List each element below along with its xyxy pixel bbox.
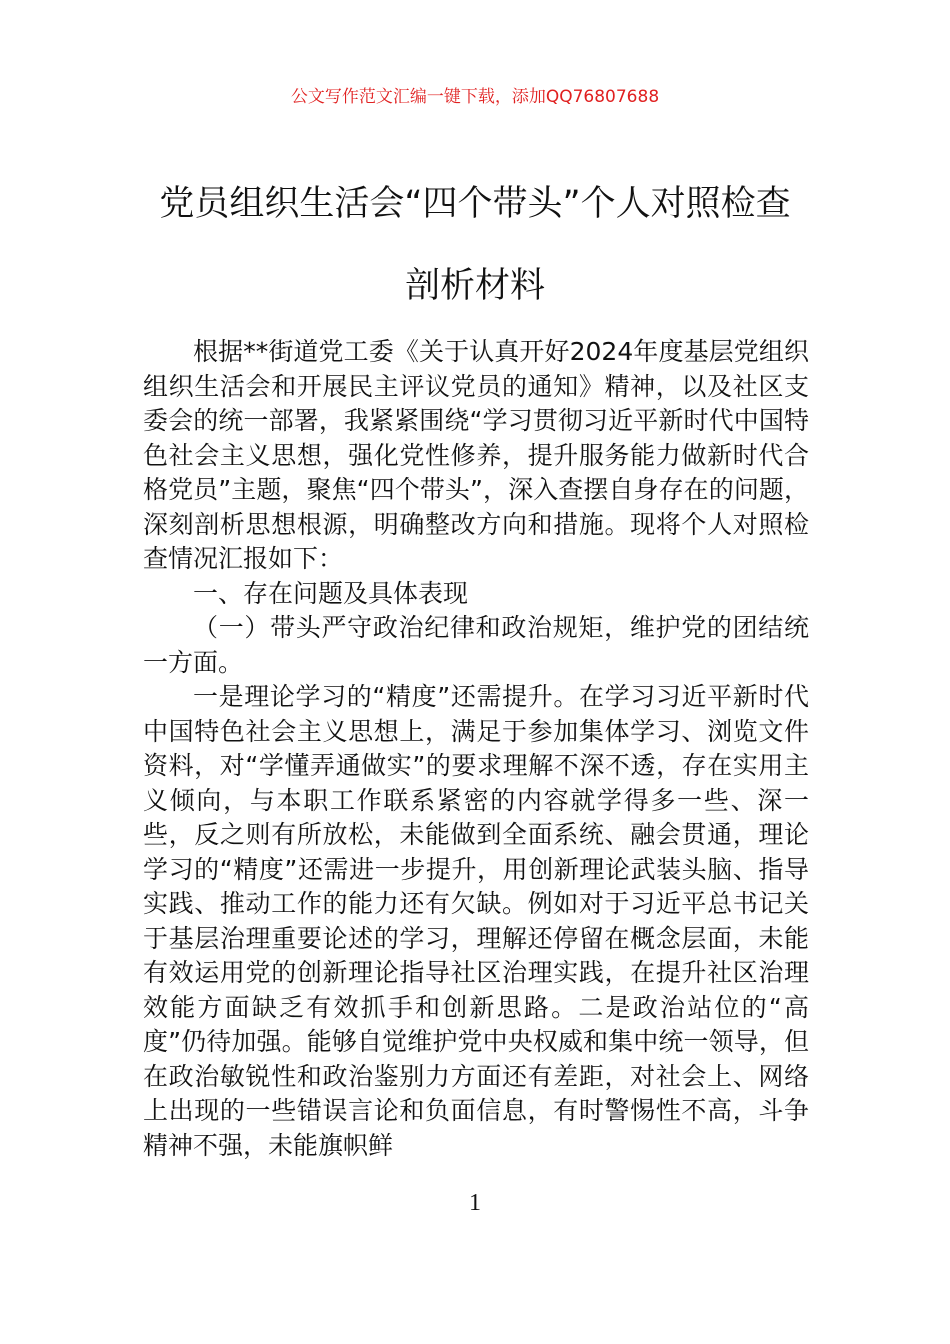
section-heading: 一、存在问题及具体表现 [193, 578, 469, 608]
page-number: 1 [469, 1190, 481, 1216]
header-note: 公文写作范文汇编一键下载，添加QQ76807688 [290, 87, 660, 107]
intro-paragraph: 根据**街道党工委《关于认真开好2024年度基层党组织组织生活会和开展民主评议党员的通知》精神，以及社区支委会的统一部署，我紧紧围绕“学习贯彻习近平新时代中国特色社会主义思想，强化党性修养，提升服务能力做新时代合格党员”主题，聚焦“四个带头”，深入查摆自身存在的问题，深刻剖析思想根源，明确整改方向和措施。现将个人对照检查情况汇报如下： [143, 337, 809, 573]
document-body [143, 335, 809, 1163]
document-title: 党员组织生活会“四个带头”个人对照检查剖析材料 [159, 184, 791, 306]
body-paragraph: 一是理论学习的“精度”还需提升。在学习习近平新时代中国特色社会主义思想上，满足于参加集体学习、浏览文件资料，对“学懂弄通做实”的要求理解不深不透，存在实用主义倾向，与本职工作联系紧密的内容就学得多一些、深一些，反之则有所放松，未能做到全面系统、融会贯通，理论学习的“精度”还需进一步提升，用创新理论武装头脑、指导实践、推动工作的能力还有欠缺。例如对于习近平总书记关于基层治理重要论述的学习，理解还停留在概念层面，未能有效运用党的创新理论指导社区治理实践，在提升社区治理效能方面缺乏有效抓手和创新思路。二是政治站位的“高度”仍待加强。能够自觉维护党中央权威和集中统一领导，但在政治敏锐性和政治鉴别力方面还有差距，对社会上、网络上出现的一些错误言论和负面信息，有时警惕性不高，斗争精神不强，未能旗帜鲜 [143, 682, 809, 1160]
subsection-heading: （一）带头严守政治纪律和政治规矩，维护党的团结统一方面。 [143, 613, 809, 677]
